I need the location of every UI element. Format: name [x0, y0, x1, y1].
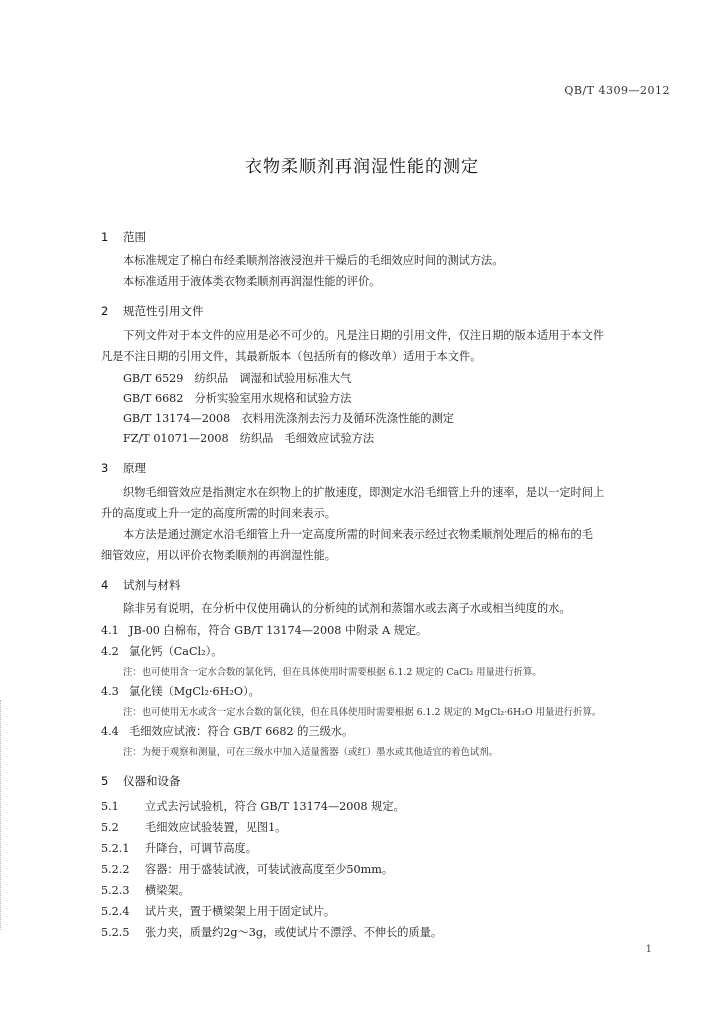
section-1-para-1: 本标准规定了棉白布经柔顺剂溶液浸泡并干燥后的毛细效应时间的测试方法。 — [123, 254, 504, 267]
list-item: 4.3 氯化镁（MgCl₂·6H₂O）。 — [101, 685, 260, 698]
page-title: 衣物柔顺剂再润湿性能的测定 — [245, 157, 479, 177]
page-number: 1 — [645, 944, 652, 955]
section-2-para-line-1: 下列文件对于本文件的应用是必不可少的。凡是注日期的引用文件，仅注日期的版本适用于本文件 — [123, 329, 605, 342]
list-item: 5.2.5 张力夹，质量约2g～3g，或使试片不漂浮、不伸长的质量。 — [101, 926, 443, 939]
section-1-para-2: 本标准适用于液体类衣物柔顺剂再润湿性能的评价。 — [123, 275, 381, 288]
section-3-para-1-line-1: 织物毛细管效应是指测定水在织物上的扩散速度，即测定水沿毛细管上升的速率，是以一定时间上 — [123, 486, 605, 499]
section-4-heading: 4 试剂与材料 — [101, 578, 181, 592]
list-item: 4.4 毛细效应试液：符合 GB/T 6682 的三级水。 — [101, 725, 354, 738]
standard-code: QB/T 4309—2012 — [564, 84, 670, 97]
list-item: 5.2 毛细效应试验装置，见图1。 — [101, 821, 287, 834]
section-5-heading: 5 仪器和设备 — [101, 774, 181, 788]
section-3-para-2-line-1: 本方法是通过测定水沿毛细管上升一定高度所需的时间来表示经过衣物柔顺剂处理后的棉布的毛 — [123, 528, 593, 541]
section-2-heading: 2 规范性引用文件 — [101, 304, 204, 318]
section-3-para-2-line-2: 细管效应，用以评价衣物柔顺剂的再润湿性能。 — [101, 549, 336, 562]
section-2-para-line-2: 凡是不注日期的引用文件，其最新版本（包括所有的修改单）适用于本文件。 — [101, 350, 482, 363]
list-item: 4.2 氯化钙（CaCl₂）。 — [101, 645, 223, 658]
reference-item: GB/T 13174—2008 衣料用洗涤剂去污力及循环洗涤性能的测定 — [123, 412, 454, 425]
list-item: 5.2.3 横梁架。 — [101, 884, 190, 897]
list-item: 4.1 JB-00 白棉布，符合 GB/T 13174—2008 中附录 A 规定。 — [101, 624, 428, 637]
list-item: 5.1 立式去污试验机，符合 GB/T 13174—2008 规定。 — [101, 800, 405, 813]
note-text: 注：也可使用含一定水合数的氯化钙，但在具体使用时需要根据 6.1.2 规定的 CaCl₂ 用量进行折算。 — [123, 667, 542, 678]
section-1-heading: 1 范围 — [101, 230, 146, 244]
note-text: 注：为便于观察和测量，可在三级水中加入适量酱器（或红）墨水或其他适宜的着色试剂。 — [123, 747, 499, 758]
reference-item: FZ/T 01071—2008 纺织品 毛细效应试验方法 — [123, 432, 375, 445]
reference-item: GB/T 6529 纺织品 调湿和试验用标准大气 — [123, 372, 352, 385]
list-item: 5.2.4 试片夹，置于横梁架上用于固定试片。 — [101, 905, 336, 918]
note-text: 注：也可使用无水或含一定水合数的氯化镁，但在具体使用时需要根据 6.1.2 规定的 MgCl₂·6H₂O 用量进行折算。 — [123, 707, 602, 718]
binding-margin-dots — [0, 700, 3, 930]
section-4-intro: 除非另有说明，在分析中仅使用确认的分析纯的试剂和蒸馏水或去离子水或相当纯度的水。 — [123, 602, 571, 615]
list-item: 5.2.1 升降台，可调节高度。 — [101, 842, 257, 855]
section-3-heading: 3 原理 — [101, 461, 146, 475]
section-3-para-1-line-2: 升的高度或上升一定的高度所需的时间来表示。 — [101, 507, 336, 520]
list-item: 5.2.2 容器：用于盛装试液，可装试液高度至少50mm。 — [101, 863, 394, 876]
reference-item: GB/T 6682 分析实验室用水规格和试验方法 — [123, 392, 352, 405]
